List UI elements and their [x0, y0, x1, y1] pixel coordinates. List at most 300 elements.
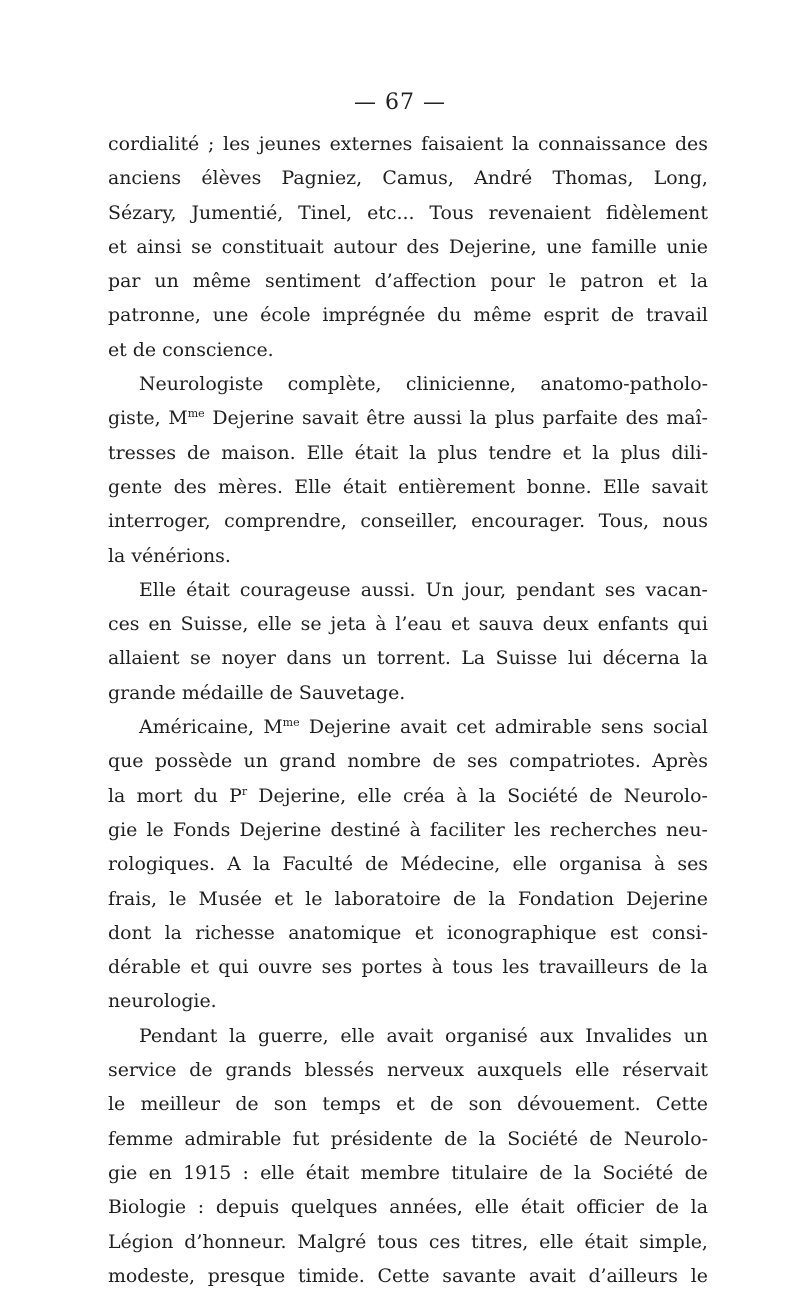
word: Sauvetage. — [298, 681, 406, 704]
word: Légion — [108, 1230, 174, 1253]
word: Neurologiste — [139, 373, 264, 396]
word: à — [654, 853, 666, 876]
word: en — [148, 613, 172, 636]
word: grande — [108, 681, 176, 704]
word: service — [108, 1059, 177, 1082]
word: de — [539, 1161, 563, 1184]
text-line — [108, 401, 708, 435]
word: dérable — [108, 956, 181, 979]
word: sens — [600, 716, 644, 739]
word: patron — [580, 270, 644, 293]
word: Musée — [198, 887, 263, 910]
word: en — [148, 1161, 172, 1184]
word: Pendant — [139, 1024, 218, 1047]
text-line — [108, 984, 708, 1018]
word: complète, — [287, 373, 382, 396]
word: de — [655, 1196, 679, 1219]
word: la — [690, 270, 708, 293]
word: savait — [651, 475, 708, 498]
word: richesse — [195, 921, 275, 944]
word: $M^{me}$ — [263, 716, 300, 739]
word: la — [488, 887, 506, 910]
word: de — [657, 956, 682, 979]
word: Dejerine — [212, 407, 295, 430]
word: comprendre, — [224, 510, 347, 533]
word: et — [657, 270, 677, 293]
word: du — [193, 784, 218, 807]
word: d’ailleurs — [588, 1264, 678, 1287]
word: faciliter — [430, 818, 505, 841]
word: années, — [389, 1196, 463, 1219]
word: Neurolo- — [623, 1127, 708, 1150]
word: gie — [108, 1161, 138, 1184]
word: dont — [108, 921, 152, 944]
word: meilleur — [140, 1093, 221, 1116]
word: une — [212, 304, 249, 327]
word: gie — [108, 818, 138, 841]
word: la — [512, 133, 530, 155]
word: A — [227, 853, 241, 876]
word: tresses — [108, 441, 177, 464]
word: officier — [576, 1196, 644, 1219]
word: guerre, — [257, 1024, 329, 1047]
word: tous — [377, 1230, 418, 1253]
word: de — [235, 1093, 259, 1116]
word: un — [243, 750, 268, 773]
word: elle — [260, 1161, 295, 1184]
word: des — [406, 235, 440, 258]
word: jour, — [463, 578, 507, 601]
text-line — [108, 1053, 708, 1087]
word: pendant — [516, 578, 595, 601]
word: qui — [218, 956, 249, 979]
word: deux — [542, 613, 589, 636]
word: simple, — [638, 1230, 708, 1253]
text-line — [108, 161, 708, 195]
text-line — [108, 1122, 708, 1156]
word: fidèlement — [606, 201, 708, 224]
word: par — [108, 270, 141, 293]
word: social — [652, 716, 708, 739]
word: grands — [225, 1059, 292, 1082]
text-line — [108, 230, 708, 264]
word: et — [274, 887, 294, 910]
word: et — [190, 956, 209, 979]
word: maî- — [666, 407, 708, 430]
word: torrent. — [376, 647, 451, 670]
word: la — [690, 1196, 708, 1219]
word: ses — [467, 750, 498, 773]
word: imprégnée — [322, 304, 426, 327]
word: la — [164, 921, 182, 944]
body-text — [108, 127, 708, 1293]
word: Société — [602, 1161, 674, 1184]
word: modeste, — [108, 1264, 196, 1287]
word: d’honneur. — [184, 1230, 287, 1253]
word: lui — [567, 647, 593, 670]
word: fut — [292, 1127, 320, 1150]
word: Dejerine — [308, 716, 391, 739]
word: avait — [528, 1264, 576, 1287]
word: était — [305, 1161, 350, 1184]
word: des — [674, 133, 708, 155]
word: la — [478, 1127, 496, 1150]
word: un — [154, 270, 179, 293]
word: admirable — [494, 716, 592, 739]
word: un — [342, 647, 367, 670]
word: savante — [442, 1264, 517, 1287]
word: blessés — [304, 1059, 375, 1082]
word: La — [461, 647, 486, 670]
word: et — [414, 921, 434, 944]
word: Médecine, — [400, 853, 501, 876]
word: famille — [591, 235, 657, 258]
word: le — [690, 1264, 708, 1287]
word: timide. — [297, 1264, 365, 1287]
word: vénérions. — [131, 544, 231, 567]
text-line — [108, 539, 708, 573]
word: sentiment — [265, 270, 361, 293]
word: entièrement — [397, 475, 516, 498]
word: anciens — [108, 167, 182, 190]
word: la — [690, 647, 708, 670]
word: était — [342, 475, 387, 498]
word: vacan- — [645, 578, 708, 601]
word: André — [474, 167, 533, 190]
word: le — [146, 818, 164, 841]
word: mères. — [218, 475, 284, 498]
word: la — [690, 956, 708, 979]
word: la — [478, 784, 496, 807]
word: Fondation — [517, 887, 614, 910]
word: et — [108, 338, 127, 361]
word: temps — [322, 1093, 381, 1116]
word: constituait — [221, 235, 324, 258]
word: Elle — [294, 475, 332, 498]
text-line — [108, 607, 708, 641]
word: les — [223, 133, 250, 155]
word: organisa — [559, 853, 642, 876]
word: des — [625, 407, 659, 430]
word: elle — [257, 613, 292, 636]
word: destiné — [330, 818, 401, 841]
word: unie — [666, 235, 708, 258]
word: organisé — [444, 1024, 528, 1047]
word: titres, — [471, 1230, 529, 1253]
word: depuis — [215, 1196, 280, 1219]
word: femme — [108, 1127, 174, 1150]
word: travailleurs — [538, 956, 649, 979]
word: la — [229, 1024, 247, 1047]
word: $M^{me}$ — [168, 407, 205, 430]
word: de — [684, 1161, 708, 1184]
word: : — [197, 1196, 205, 1219]
word: $P^r$ — [229, 784, 248, 807]
word: recherches — [550, 818, 657, 841]
word: Long, — [653, 167, 708, 190]
word: la — [469, 407, 487, 430]
word: elle — [512, 853, 547, 876]
word: créa — [402, 784, 446, 807]
word: la — [252, 853, 271, 876]
text-line — [108, 779, 708, 813]
text-line — [108, 710, 708, 744]
word: être — [366, 407, 406, 430]
word: était — [584, 1230, 629, 1253]
word: titulaire — [451, 1161, 529, 1184]
word: gente — [108, 475, 163, 498]
word: anatomique — [288, 921, 402, 944]
word: mort — [136, 784, 183, 807]
word: jeta — [330, 613, 367, 636]
word: la — [108, 544, 126, 567]
word: laboratoire — [334, 887, 441, 910]
word: travail — [646, 304, 708, 327]
word: Elle — [306, 441, 344, 464]
word: portes — [361, 956, 423, 979]
text-line — [108, 504, 708, 538]
word: de — [452, 887, 477, 910]
text-line — [108, 1259, 708, 1293]
text-line — [108, 1019, 708, 1053]
word: aux — [539, 1024, 574, 1047]
text-line — [108, 264, 708, 298]
word: Cette — [655, 1093, 708, 1116]
word: autour — [333, 235, 397, 258]
word: dili- — [671, 441, 708, 464]
word: Société — [507, 784, 579, 807]
word: Thomas, — [552, 167, 634, 190]
word: nous — [662, 510, 708, 533]
word: cet — [456, 716, 486, 739]
word: de — [432, 750, 456, 773]
word: Elle — [139, 578, 177, 601]
word: consi- — [651, 921, 708, 944]
word: allaient — [108, 647, 180, 670]
word: Invalides — [585, 1024, 672, 1047]
word: pour — [490, 270, 535, 293]
word: quelques — [290, 1196, 378, 1219]
word: elle — [474, 1196, 510, 1219]
word: et — [108, 235, 127, 258]
word: du — [437, 304, 462, 327]
text-line — [108, 916, 708, 950]
word: le — [305, 887, 323, 910]
text-line — [108, 1190, 708, 1224]
page-number: — 67 — — [354, 90, 446, 115]
word: Camus, — [382, 167, 454, 190]
word: rologiques. — [108, 853, 216, 876]
word: Société — [507, 1127, 579, 1150]
word: grand — [279, 750, 336, 773]
word: auxquels — [476, 1059, 563, 1082]
word: interroger, — [108, 510, 211, 533]
word: et — [396, 1093, 415, 1116]
word: la — [108, 784, 126, 807]
word: d’affection — [374, 270, 477, 293]
word: revenaient — [488, 201, 592, 224]
word: ses — [321, 956, 353, 979]
word: le — [169, 887, 187, 910]
text-line — [108, 950, 708, 984]
word: des — [173, 475, 207, 498]
text-line — [108, 436, 708, 470]
word: se — [190, 647, 211, 670]
word: de — [187, 441, 211, 464]
text-line — [108, 813, 708, 847]
word: à — [456, 784, 468, 807]
word: Dejerine, — [258, 784, 347, 807]
word: ces — [428, 1230, 461, 1253]
word: neurologie. — [108, 990, 217, 1013]
word: elle — [574, 1059, 610, 1082]
text-line — [108, 744, 708, 778]
word: Un — [425, 578, 454, 601]
word: etc... — [367, 201, 415, 224]
word: conseiller, — [360, 510, 458, 533]
word: Dejerine — [626, 887, 708, 910]
word: iconographique — [446, 921, 597, 944]
word: membre — [360, 1161, 440, 1184]
word: neu- — [666, 818, 708, 841]
text-line — [108, 127, 708, 161]
word: Faculté — [282, 853, 354, 876]
word: cordialité — [108, 133, 200, 155]
word: Cette — [377, 1264, 430, 1287]
word: Américaine, — [139, 716, 255, 739]
word: était — [520, 1196, 565, 1219]
text-line — [108, 1156, 708, 1190]
word: bonne. — [526, 475, 592, 498]
text-line — [108, 641, 708, 675]
word: enfants — [597, 613, 669, 636]
word: maison. — [221, 441, 296, 464]
word: son — [273, 1093, 308, 1116]
word: la — [409, 441, 427, 464]
word: Dejerine — [239, 818, 322, 841]
word: une — [546, 235, 582, 258]
word: anatomo-patholo- — [540, 373, 708, 396]
word: tendre — [488, 441, 552, 464]
word: école — [260, 304, 311, 327]
word: de — [444, 1127, 468, 1150]
word: Suisse — [495, 647, 558, 670]
word: Fonds — [172, 818, 231, 841]
word: Suisse, — [180, 613, 249, 636]
text-line — [108, 1087, 708, 1121]
text-line — [108, 196, 708, 230]
word: elle — [539, 1230, 574, 1253]
word: de — [365, 853, 389, 876]
word: l’eau — [395, 613, 443, 636]
word: la — [573, 1161, 592, 1184]
word: courageuse — [239, 578, 351, 601]
word: qui — [677, 613, 708, 636]
word: connaissance — [538, 133, 667, 155]
word: dévouement. — [517, 1093, 641, 1116]
word: de — [589, 1127, 613, 1150]
word: aussi — [412, 407, 462, 430]
word: et — [562, 441, 582, 464]
word: à — [431, 956, 443, 979]
word: Malgré — [297, 1230, 367, 1253]
word: sauva — [478, 613, 534, 636]
word: Pagniez, — [281, 167, 363, 190]
word: ainsi — [136, 235, 182, 258]
word: la — [592, 441, 610, 464]
word: médaille — [181, 681, 264, 704]
word: elle — [357, 784, 392, 807]
word: même — [473, 304, 532, 327]
word: tous — [452, 956, 494, 979]
word: esprit — [543, 304, 599, 327]
word: Neurolo- — [623, 784, 708, 807]
word: le — [108, 1093, 126, 1116]
word: nerveux — [386, 1059, 465, 1082]
word: aussi. — [360, 578, 416, 601]
text-line — [108, 882, 708, 916]
word: de — [589, 784, 613, 807]
text-line — [108, 333, 708, 367]
word: Sézary, — [108, 201, 177, 224]
word: à — [409, 818, 421, 841]
word: Après — [652, 750, 708, 773]
word: : — [242, 1161, 249, 1184]
word: les — [502, 956, 530, 979]
word: savait — [301, 407, 359, 430]
word: patronne, — [108, 304, 201, 327]
word: se — [191, 235, 212, 258]
word: Tous — [429, 201, 474, 224]
word: presque — [207, 1264, 286, 1287]
word: externes — [329, 133, 413, 155]
word: compatriotes. — [509, 750, 641, 773]
word: giste, — [108, 407, 161, 430]
word: son — [468, 1093, 502, 1116]
word: et — [450, 613, 470, 636]
word: dans — [286, 647, 332, 670]
word: de — [430, 1093, 454, 1116]
word: ses — [677, 853, 708, 876]
word: était — [186, 578, 230, 601]
word: faisaient — [421, 133, 504, 155]
word: à — [375, 613, 387, 636]
word: décerna — [602, 647, 681, 670]
word: avait — [399, 716, 447, 739]
word: avait — [386, 1024, 434, 1047]
word: ses — [604, 578, 636, 601]
word: jeunes — [258, 133, 321, 155]
word: possède — [154, 750, 233, 773]
word: de — [610, 304, 635, 327]
word: ouvre — [257, 956, 313, 979]
word: Dejerine, — [448, 235, 537, 258]
word: frais, — [108, 887, 158, 910]
word: se — [300, 613, 322, 636]
word: plus — [620, 441, 661, 464]
word: Tinel, — [298, 201, 353, 224]
word: ces — [108, 613, 140, 636]
word: est — [609, 921, 639, 944]
word: admirable — [184, 1127, 282, 1150]
word: de — [189, 1059, 213, 1082]
word: Elle — [602, 475, 641, 498]
word: conscience. — [162, 338, 274, 361]
text-line — [108, 1225, 708, 1259]
word: parfaite — [542, 407, 618, 430]
text-line — [108, 367, 708, 401]
word: élèves — [201, 167, 262, 190]
